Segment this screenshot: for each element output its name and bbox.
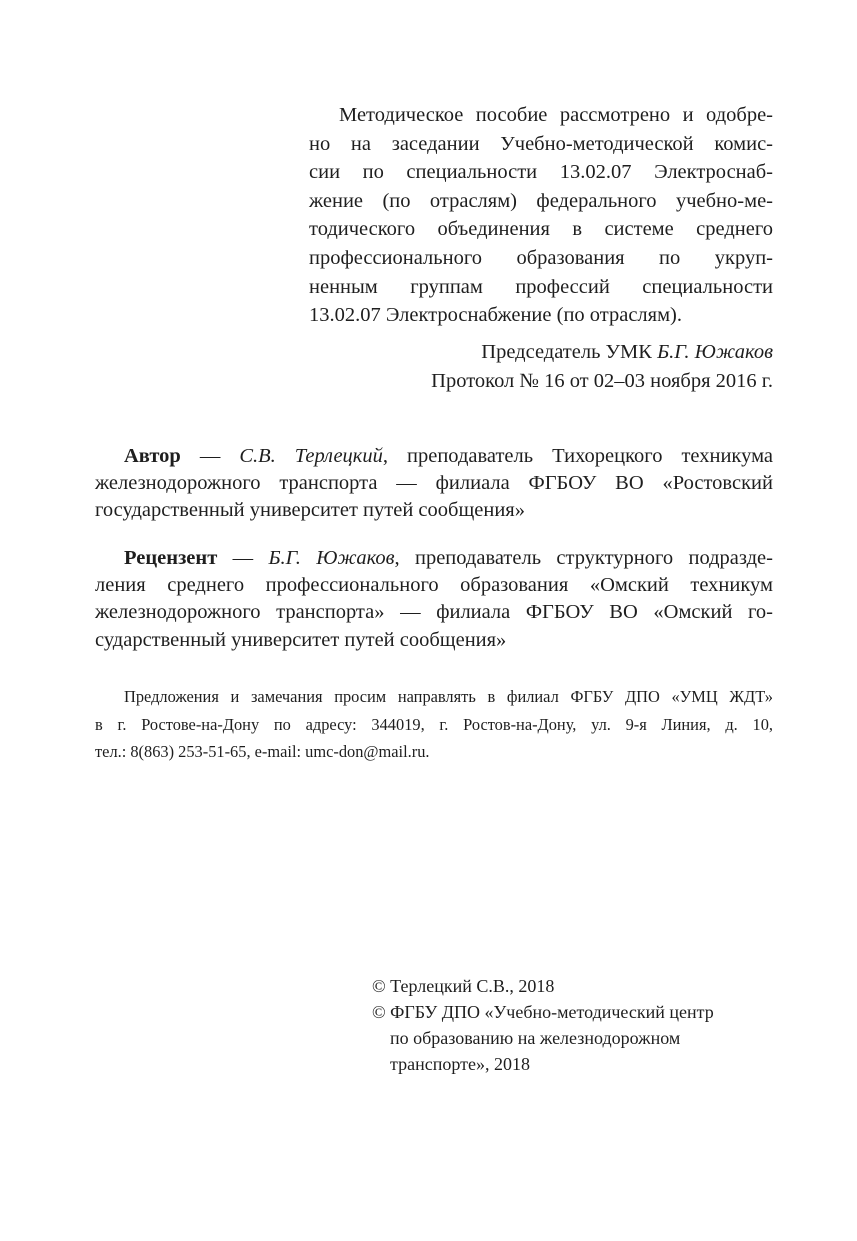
chair-signature (300, 338, 773, 395)
contacts-line: в г. Ростове-на-Дону по адресу: 344019, г. Ростов-на-Дону, ул. 9-я Линия, д. 10, (95, 714, 773, 734)
reviewer-info (95, 545, 773, 654)
author-line: железнодорожного транспорта — филиала ФГБОУ ВО «Ростовский (95, 472, 773, 495)
author-line (95, 443, 773, 470)
chair-name: Б.Г. Южаков (657, 341, 773, 363)
approval-line: профессионального образования по укруп- (309, 246, 773, 269)
protocol-line: Протокол № 16 от 02–03 ноября 2016 г. (431, 369, 773, 392)
reviewer-position: , преподаватель структурного подразде- (394, 547, 773, 569)
chair-title: Председатель УМК (481, 341, 658, 363)
contacts-line: Предложения и замечания просим направлять в филиал ФГБУ ДПО «УМЦ ЖДТ» (124, 687, 773, 706)
chair-line (300, 338, 773, 367)
author-position: , преподаватель Тихорецкого техникума (382, 445, 773, 467)
copyright-publisher: © ФГБУ ДПО «Учебно-методический центр (372, 1002, 714, 1022)
reviewer-line: ления среднего профессионального образования «Омский техникум (95, 574, 773, 597)
copyright-block (372, 973, 792, 1077)
approval-line: ненным группам профессий специальности (309, 275, 773, 298)
author-dash: — (180, 445, 240, 467)
reviewer-line: сударственный университет путей сообщения» (95, 628, 507, 651)
reviewer-name: Б.Г. Южаков (268, 547, 395, 569)
author-label: Автор (124, 445, 181, 467)
author-line: государственный университет путей сообщения» (95, 499, 525, 522)
approval-line: 13.02.07 Электроснабжение (по отраслям). (309, 304, 683, 327)
reviewer-label: Рецензент (124, 547, 218, 569)
approval-line: тодического объединения в системе среднего (309, 218, 773, 241)
approval-line: но на заседании Учебно-методической комис- (309, 132, 773, 155)
reviewer-line (95, 545, 773, 572)
reviewer-line: железнодорожного транспорта» — филиала ФГБОУ ВО «Омский го- (95, 601, 773, 624)
copyright-author: © Терлецкий С.В., 2018 (372, 976, 555, 996)
contacts-note (95, 683, 773, 766)
author-name: С.В. Терлецкий (239, 445, 383, 467)
approval-note (309, 101, 773, 330)
approval-line: Методическое пособие рассмотрено и одобре- (339, 104, 773, 126)
author-info (95, 443, 773, 525)
copyright-publisher-cont: транспорте», 2018 (390, 1054, 530, 1074)
approval-line: сии по специальности 13.02.07 Электроснаб- (309, 161, 773, 184)
copyright-publisher-cont: по образованию на железнодорожном (390, 1028, 681, 1048)
approval-line: жение (по отраслям) федерального учебно-ме- (309, 189, 773, 212)
reviewer-dash: — (217, 547, 269, 569)
contacts-line: тел.: 8(863) 253-51-65, e-mail: umc-don@mail.ru. (95, 742, 430, 761)
